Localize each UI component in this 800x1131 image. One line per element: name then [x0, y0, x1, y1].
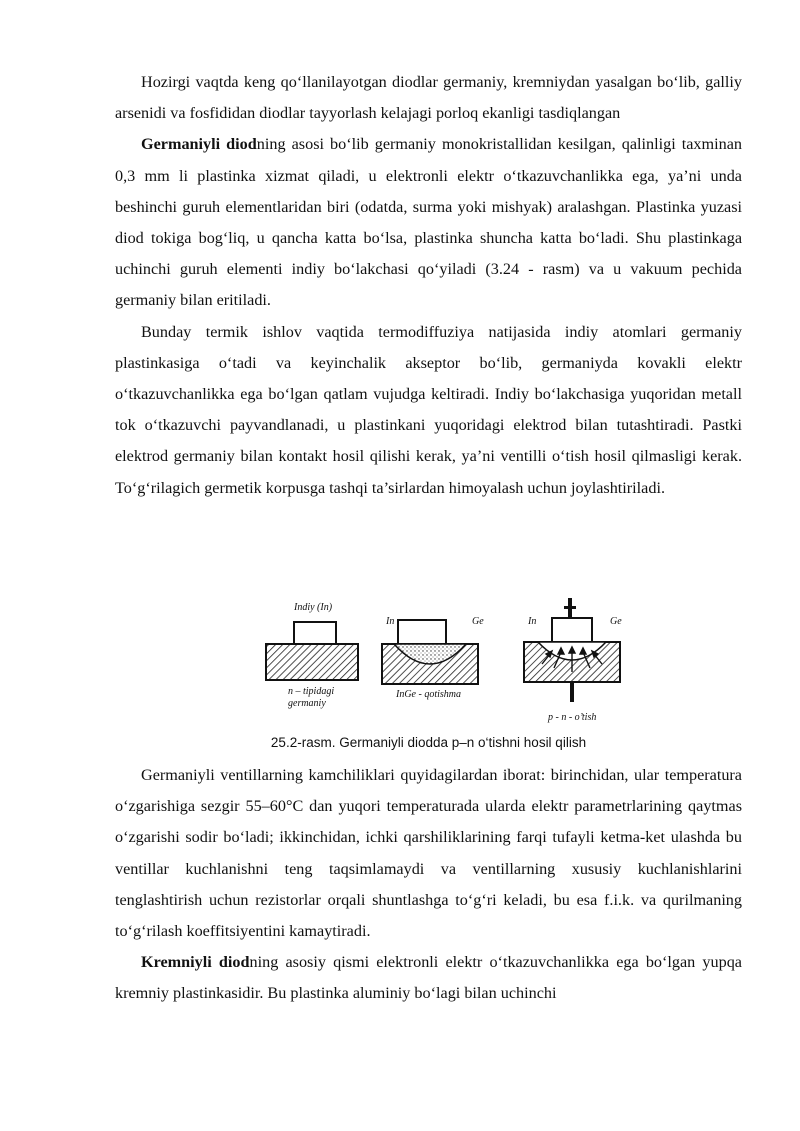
bold-term: Kremniyli diod	[141, 953, 250, 972]
paragraph: Germaniyli ventillarning kamchiliklari quyidagilardan iborat: birinchidan, ular temperatura o‘zgarishiga sezgir 55–60°C dan yuqori temperaturada ularda elektr parametrlarining qaytmas o‘zgarishi sodir bo‘ladi; ikkinchidan, ichki qarshiliklarining farqi tufayli ketma-ket ulashda bu ventillar kuchlanishni teng taqsimlamaydi va ventillarning xususiy kuchlanishlarini tenglashtirish uchun rezistorlar orqali shuntlashga to‘g‘ri keladi, bu esa f.i.k. va qurilmaning to‘g‘rilash koeffitsiyentini kamaytiradi.	[115, 766, 742, 941]
figure-caption: 25.2-rasm. Germaniyli diodda p–n o‘tishni hosil qilish	[270, 735, 587, 750]
paragraph: Germaniyli diodning asosi bo‘lib germaniy monokristallidan kesilgan, qalinligi taxminan 0,3 mm li plastinka xizmat qiladi, u elektronli elektr o‘tkazuvchanlikka ega, ya’ni unda beshinchi guruh elementlaridan biri (odatda, surma yoki mishyak) aralashgan. Plastinka yuzasi diod tokiga bog‘liq, u qancha katta bo‘lsa, plastinka shuncha katta bo‘ladi. Shu plastinkaga uchinchi guruh elementi indiy bo‘lakchasi qo‘yiladi (3.24 - rasm) va u vakuum pechida germaniy bilan eritiladi.	[115, 135, 742, 310]
bottom-electrode-lead	[570, 682, 574, 702]
text-block-bottom	[115, 760, 742, 1010]
label-ge: Ge	[610, 616, 622, 627]
paragraph: Hozirgi vaqtda keng qo‘llanilayotgan diodlar germaniy, kremniydan yasalgan bo‘lib, galliy arsenidi va fosfididan diodlar tayyorlash kelajagi porloq ekanligi tasdiqlangan	[115, 73, 742, 123]
label-pn-junction: p - n - o’tish	[548, 712, 597, 723]
indium-pellet	[294, 622, 336, 644]
label-indiy: Indiy (In)	[294, 602, 333, 613]
germanium-plate	[266, 644, 358, 680]
label-n-type-2: germaniy	[288, 698, 326, 709]
label-in: In	[528, 616, 537, 627]
panel-1	[266, 602, 358, 709]
panel-2	[382, 616, 484, 700]
paragraph: Kremniyli diodning asosiy qismi elektronli elektr o‘tkazuvchanlikka ega bo‘lgan yupqa kremniy plastinkasidir. Bu plastinka aluminiy bo‘lagi bilan uchinchi	[115, 953, 742, 1003]
label-inge: InGe - qotishma	[396, 689, 461, 700]
indium-pellet	[552, 618, 592, 642]
indium-pellet	[398, 620, 446, 644]
text-block-top	[115, 67, 742, 504]
label-ge: Ge	[472, 616, 484, 627]
panel-3	[524, 598, 622, 723]
label-n-type-1: n – tipidagi	[288, 686, 335, 697]
label-in: In	[386, 616, 395, 627]
paragraph: Bunday termik ishlov vaqtida termodiffuziya natijasida indiy atomlari germaniy plastinkasiga o‘tadi va keyinchalik akseptor bo‘lib, germaniyda kovakli elektr o‘tkazuvchanlikka ega bo‘lgan qatlam vujudga keltiradi. Indiy bo‘lakchasiga yuqoridan metall tok o‘tkazuvchi payvandlanadi, u plastinkani yuqoridagi elektrod bilan tutashtiradi. Pastki elektrod germaniy bilan kontakt hosil qilishi kerak, ya’ni ventilli o‘tish hosil qilmasligi kerak. To‘g‘rilagich germetik korpusga tashqi ta’sirlardan himoyalash uchun joylashtiriladi.	[115, 322, 742, 497]
germanium-diode-diagram	[258, 598, 638, 728]
diode-figure	[258, 598, 638, 728]
bold-term: Germaniyli diod	[141, 135, 257, 154]
